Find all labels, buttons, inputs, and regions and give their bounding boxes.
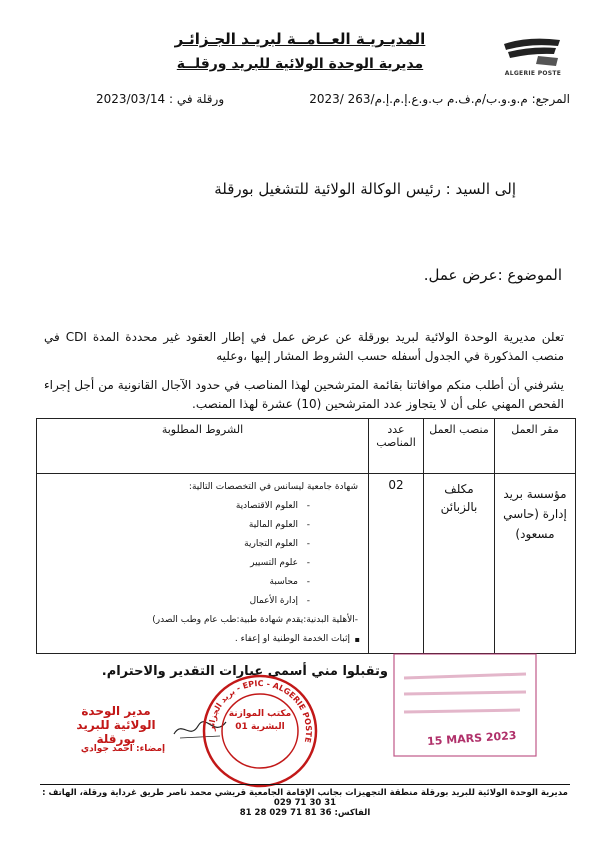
cell-conditions (37, 474, 369, 654)
closing-line: وتقبلوا مني أسمى عبارات التقدير والاحترام. (101, 664, 388, 679)
body-paragraph-2: يشرفني أن أطلب منكم موافاتنا بقائمة المترشحين لهذا المناصب في حدود الآجال القانونية من أجل إجراء الفحص المهني على أن لا يتجاوز عدد المترشحين (10) عشرة لهذا المنصب. (44, 378, 564, 411)
director-stamp: مدير الوحدة الولائية للبريد بورقلة (76, 704, 156, 746)
list-item: - العلوم المالية (41, 516, 358, 535)
conditions-list (41, 478, 364, 649)
cell-post (424, 474, 495, 654)
date-stamp-text: 15 MARS 2023 (426, 728, 517, 749)
list-item: - العلوم الاقتصادية (41, 497, 358, 516)
list-item: - علوم التسيير (41, 554, 358, 573)
director-signature-label: إمضاء: احمد جوادي (80, 744, 166, 754)
table-header-row (37, 419, 576, 474)
post-text: مكلف بالزبائن (440, 482, 478, 514)
seal-ring-text: بريد الجزائر - EPIC - ALGERIE POSTE (206, 678, 314, 744)
round-seal-icon (200, 672, 320, 790)
header-post: منصب العمل (424, 419, 495, 474)
addressee-line: إلى السيد : رئيس الوكالة الولائية للتشغيل بورقلة (214, 180, 516, 198)
count-text: 02 (388, 478, 404, 492)
reference-number: المرجع: م.و.و.ب/م.ف.م ب.و.ع.إ.م.إ.م/263 /2023 (309, 92, 570, 106)
cell-place (495, 474, 576, 654)
list-item: -الأهلية البدنية:يقدم شهادة طبية:طب عام وطب الصدر) (152, 615, 358, 625)
header-conditions: الشروط المطلوبة (37, 419, 369, 474)
place-text: مؤسسة بريد إدارة (حاسي مسعود) (503, 487, 567, 541)
footer-fax: الفاكس: 36 81 71 029 28 81 (239, 808, 371, 818)
body-paragraph-1: تعلن مديرية الوحدة الولائية لبريد بورقلة عن عرض عمل في إطار العقود غير محددة المدة CDI في منصب المذكورة في الجدول أسفله حسب الشروط المشار إليها ،وعليه (44, 330, 564, 363)
subject-line: الموضوع :عرض عمل. (423, 266, 562, 284)
algerie-poste-logo (498, 34, 568, 84)
list-item: شهادة جامعية ليسانس في التخصصات التالية: (188, 482, 358, 492)
job-offer-table (36, 418, 576, 654)
list-item: - محاسبة (41, 573, 358, 592)
list-item: - إدارة الأعمال (41, 592, 358, 611)
logo-text: ALGERIE POSTE (504, 70, 562, 77)
header-title: المديـريـة العــامــة لبريـد الجـزائـر (174, 30, 426, 48)
header-count: عدد المناصب (369, 419, 424, 474)
logo-icon (498, 34, 568, 70)
footer-divider (40, 784, 570, 785)
letter-date: ورقلة في : 2023/03/14 (96, 92, 225, 106)
footer-address: مديرية الوحدة الولائية للبريد بورقلة منطقة التجهيزات بجانب الإقامة الجامعية قريشي محمد ناصر طريق غرداية ورقلة، الهاتف : 31 30 71 029 (42, 788, 568, 808)
seal-center-text: مكتب الموازنة البشرية 01 (228, 709, 292, 732)
table-row (37, 474, 576, 654)
header-subtitle: مديرية الوحدة الولائية للبريد ورقلــة (176, 56, 424, 72)
cell-count (369, 474, 424, 654)
list-item: - العلوم التجارية (41, 535, 358, 554)
list-item: ▪ إثبات الخدمة الوطنية او إعفاء . (41, 630, 358, 649)
header-place: مقر العمل (495, 419, 576, 474)
date-stamp-icon (390, 650, 540, 760)
